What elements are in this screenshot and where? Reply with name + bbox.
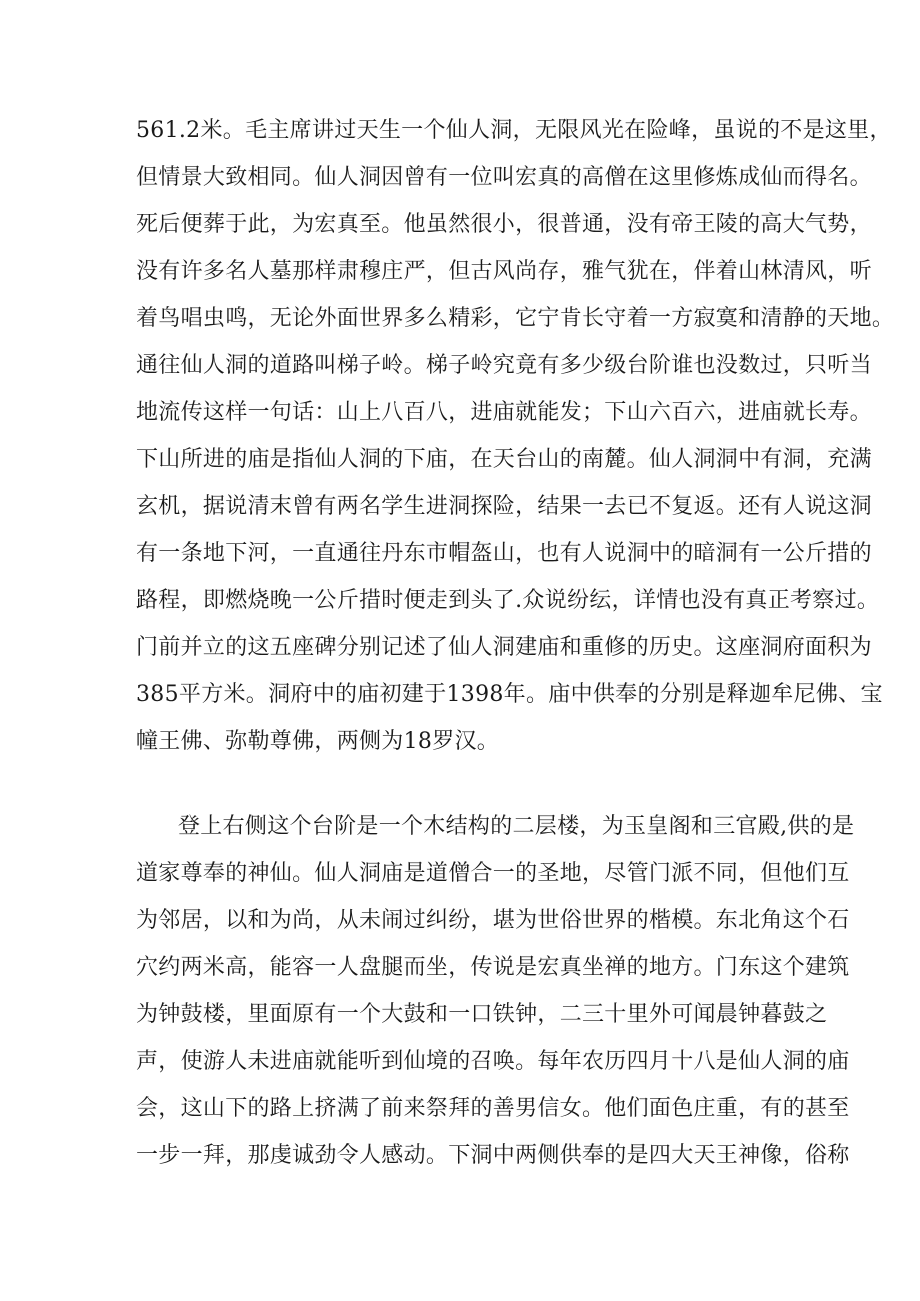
paragraph-2-line: 声，使游人未进庙就能听到仙境的召唤。每年农历四月十八是仙人洞的庙 <box>136 1049 850 1074</box>
paragraph-1-line: 路程，即燃烧晚一公斤措时便走到头了.众说纷纭，详情也没有真正考察过。 <box>136 588 880 613</box>
paragraph-1-line: 有一条地下河，一直通往丹东市帽盔山，也有人说洞中的暗洞有一公斤措的 <box>136 541 872 566</box>
paragraph-2-line: 为钟鼓楼，里面原有一个大鼓和一口铁钟，二三十里外可闻晨钟暮鼓之 <box>136 1002 828 1027</box>
paragraph-1-line: 385平方米。洞府中的庙初建于1398年。庙中供奉的分别是释迦牟尼佛、宝 <box>136 682 883 707</box>
paragraph-1-line: 死后便葬于此，为宏真至。他虽然很小，很普通，没有帝王陵的高大气势， <box>136 212 872 237</box>
paragraph-2-line: 穴约两米高，能容一人盘腿而坐，传说是宏真坐禅的地方。门东这个建筑 <box>136 955 850 980</box>
paragraph-1-line: 561.2米。毛主席讲过天生一个仙人洞，无限风光在险峰，虽说的不是这里， <box>136 118 892 143</box>
paragraph-2-line: 为邻居，以和为尚，从未闹过纠纷，堪为世俗世界的楷模。东北角这个石 <box>136 908 850 933</box>
paragraph-1-line: 着鸟唱虫鸣，无论外面世界多么精彩，它宁肯长守着一方寂寞和清静的天地。 <box>136 306 895 331</box>
paragraph-1-line: 门前并立的这五座碑分别记述了仙人洞建庙和重修的历史。这座洞府面积为 <box>136 635 872 660</box>
paragraph-1-line: 地流传这样一句话：山上八百八，进庙就能发；下山六百六，进庙就长寿。 <box>136 400 872 425</box>
paragraph-1-line: 没有许多名人墓那样肃穆庄严，但古风尚存，雅气犹在，伴着山林清风，听 <box>136 259 872 284</box>
paragraph-2-line: 登上右侧这个台阶是一个木结构的二层楼，为玉皇阁和三官殿,供的是 <box>178 814 855 839</box>
paragraph-1-line: 但情景大致相同。仙人洞因曾有一位叫宏真的高僧在这里修炼成仙而得名。 <box>136 165 872 190</box>
paragraph-2-line: 一步一拜，那虔诚劲令人感动。下洞中两侧供奉的是四大天王神像，俗称 <box>136 1143 850 1168</box>
paragraph-1-line: 玄机，据说清末曾有两名学生进洞探险，结果一去已不复返。还有人说这洞 <box>136 494 872 519</box>
paragraph-1-line: 幢王佛、弥勒尊佛，两侧为18罗汉。 <box>136 729 500 754</box>
paragraph-2-line: 会，这山下的路上挤满了前来祭拜的善男信女。他们面色庄重，有的甚至 <box>136 1096 850 1121</box>
paragraph-1-line: 下山所进的庙是指仙人洞的下庙，在天台山的南麓。仙人洞洞中有洞，充满 <box>136 447 872 472</box>
paragraph-2-line: 道家尊奉的神仙。仙人洞庙是道僧合一的圣地，尽管门派不同，但他们互 <box>136 861 850 886</box>
paragraph-1-line: 通往仙人洞的道路叫梯子岭。梯子岭究竟有多少级台阶谁也没数过，只听当 <box>136 353 872 378</box>
